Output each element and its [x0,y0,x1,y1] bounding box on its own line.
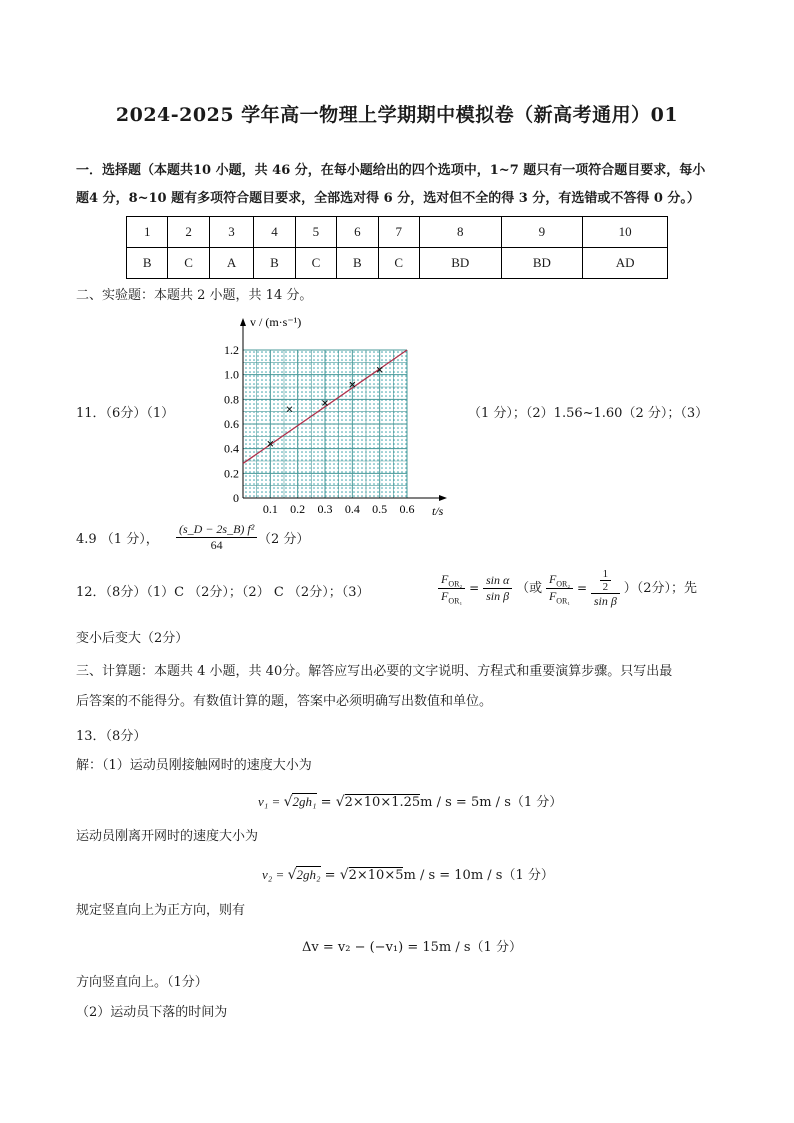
force-subscript: OR₂ [556,579,571,588]
y-tick-label: 0 [233,491,239,505]
q13-equation-1: v₁ = √2gh₁ = √2×10×1.25m / s = 5m / s（1 分） [258,794,563,810]
answer-cell: AD [583,248,668,279]
answer-number-cell: 1 [127,217,168,248]
q13-part1-text2: 运动员刚离开网时的速度大小为 [76,829,259,844]
y-tick-label: 0.6 [224,417,239,431]
sin-alpha: sin α [483,573,512,589]
x-axis-label: t/s [432,504,444,518]
eq1-mid: = [316,795,336,810]
q11-formula [176,522,257,553]
q12-formula: $\frac{F_{OR_2}}{F_{OR_1}}$ = $\frac{\text{sin α}}{\text{sin β}}$ （或 $\frac{F_{OR_2}}{F_{OR_1}}$ = $\frac{\frac{1}{2}}{\text{sin β}}$ ）（2分）；先 [438,568,697,609]
q12-prefix: 12．（8分）（1）C （2分）；（2） C （2分）；（3） [76,585,370,600]
page-title: 2024-2025 学年高一物理上学期期中模拟卷（新高考通用）01 [115,104,679,126]
x-tick-label: 0.5 [372,502,388,516]
answer-number-cell: 5 [295,217,336,248]
answer-number-cell: 3 [209,217,253,248]
q13-equation-2: v₂ = √2gh₂ = √2×10×5m / s = 10m / s（1 分） [262,867,554,883]
answer-number-cell: 10 [583,217,668,248]
force-symbol: F [548,571,557,586]
answer-number-cell: 7 [378,217,419,248]
eq1-root2: 2×10×1.25 [344,795,421,810]
q13-header: 13．（8分） [76,729,147,744]
x-tick-label: 0.2 [290,502,306,516]
answer-cell: B [337,248,378,279]
q11-formula-numerator: (s_D − 2s_B) f² [176,522,257,538]
y-tick-label: 1.0 [224,367,239,382]
force-symbol: F [441,571,449,586]
x-tick-label: 0.1 [262,502,278,516]
y-tick-label: 1.2 [224,343,239,357]
x-tick-label: 0.3 [317,502,333,516]
answer-number-cell: 8 [419,217,501,248]
x-tick-label: 0.6 [399,502,415,516]
section1-instructions-line2: 题4 分，8~10 题有多项符合题目要求，全部选对得 6 分，选对但不全的得 3 分，有选错或不答得 0 分。） [76,191,700,206]
force-symbol: F [548,589,557,603]
answer-cell: BD [501,248,583,279]
section3-instructions-line2: 后答案的不能得分。有数值计算的题，答案中必须明确写出数值和单位。 [76,694,493,709]
answer-number-cell: 9 [501,217,583,248]
answer-cell: B [127,248,168,279]
q12-alt-close: ）（2分）；先 [623,581,697,596]
x-axis-arrow-icon [439,495,447,501]
q11-line2-start: 4.9 （1 分）， [76,532,159,547]
q11-after-graph: （1 分）；（2）1.56~1.60（2 分）；（3） [468,406,709,421]
half-numerator: 1 [600,568,612,581]
answer-cell: A [209,248,253,279]
section3-instructions-line1: 三、计算题：本题共 4 小题，共 40分。解答应写出必要的文字说明、方程式和重要演算步骤。只写出最 [76,664,673,679]
eq1-lhs: v₁ = [258,794,284,809]
y-tick-label: 0.8 [224,392,239,407]
answer-cell: BD [419,248,501,279]
answer-number-cell: 6 [337,217,378,248]
q12-line2: 变小后变大（2分） [76,631,189,646]
sin-beta: sin β [593,594,617,608]
eq2-mid: = [320,868,340,883]
q12-alt-open: （或 [516,581,543,596]
section1-instructions-line1: 一．选择题（本题共10 小题，共 46 分，在每小题给出的四个选项中，1~7 题只有一项符合题目要求，每小 [76,163,706,178]
section2-heading: 二、实验题：本题共 2 小题，共 14 分。 [76,288,313,303]
eq1-root1: 2gh₁ [292,794,317,809]
answer-cell: C [168,248,209,279]
eq2-root2: 2×10×5 [348,868,404,883]
velocity-time-chart [212,310,457,520]
answer-cell: C [378,248,419,279]
eq2-root1: 2gh₂ [296,867,321,882]
q13-part1-text3: 规定竖直向上为正方向，则有 [76,903,246,918]
answer-table-answer-row [127,248,668,279]
force-subscript: OR₁ [448,596,463,606]
eq1-rhs: m / s = 5m / s（1 分） [420,795,563,810]
answer-number-cell: 2 [168,217,209,248]
y-axis-arrow-icon [240,318,246,326]
answer-number-cell: 4 [254,217,295,248]
q13-part2-text: （2）运动员下落的时间为 [76,1005,228,1020]
sin-beta: sin β [486,589,510,603]
force-subscript: OR₂ [448,579,463,588]
y-tick-label: 0.4 [224,441,239,456]
y-axis-label: v / (m·s⁻¹) [250,315,302,329]
x-tick-label: 0.4 [344,502,360,516]
force-subscript: OR₁ [556,596,571,606]
q11-formula-denominator: 64 [210,538,223,552]
answer-table [126,216,668,279]
answer-cell: B [254,248,295,279]
half-denominator: 2 [602,581,609,593]
answer-cell: C [295,248,336,279]
q13-part1-text4: 方向竖直向上。（1分） [76,975,208,990]
q11-line2-end: （2 分） [258,532,310,547]
q13-part1-text: 解：（1）运动员刚接触网时的速度大小为 [76,758,312,773]
eq2-rhs: m / s = 10m / s（1 分） [403,868,554,883]
y-tick-label: 0.2 [224,466,239,481]
q13-equation-3: Δv = v₂ − (−v₁) = 15m / s（1 分） [302,940,522,955]
force-symbol: F [441,589,449,603]
q11-prefix: 11．（6分）（1） [76,406,175,421]
answer-table-number-row [127,217,668,248]
eq2-lhs: v₂ = [262,867,288,882]
